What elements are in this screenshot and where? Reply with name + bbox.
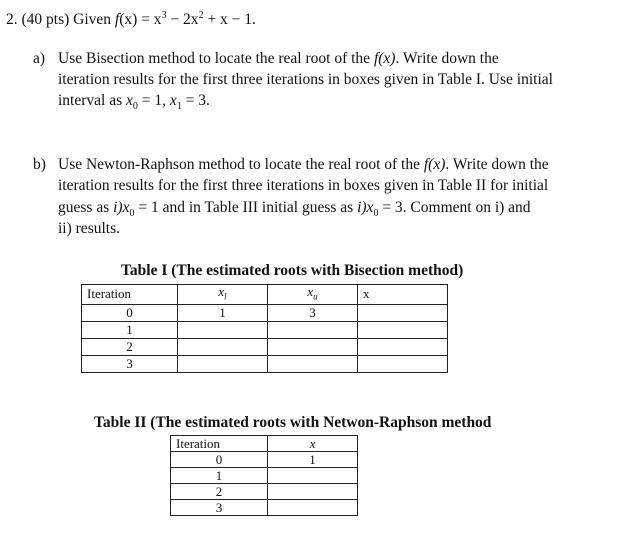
part-a-line-3 bbox=[58, 91, 210, 117]
table-row bbox=[82, 321, 448, 338]
guess-i-subscript: 0 bbox=[129, 208, 135, 220]
part-b-text-1: Use Newton-Raphson method to locate the real root of the bbox=[58, 156, 424, 173]
table-row bbox=[82, 338, 448, 355]
table-1-cell-x[interactable] bbox=[358, 338, 448, 355]
table-1 bbox=[81, 284, 448, 373]
question-header bbox=[6, 6, 256, 30]
x1-symbol: x bbox=[169, 92, 177, 109]
table-2-cell-iter: 2 bbox=[171, 484, 268, 500]
table-1-header-xu bbox=[268, 285, 358, 305]
x0-value: = 1, bbox=[137, 92, 170, 109]
table-2-cell-x[interactable] bbox=[268, 468, 358, 484]
part-b-text-1-end: . Write down the bbox=[445, 156, 549, 173]
question-number: 2. bbox=[6, 11, 18, 29]
part-a-label: a) bbox=[33, 50, 46, 67]
table-2-header-iteration: Iteration bbox=[171, 436, 268, 452]
part-a-text-3: interval as bbox=[58, 92, 127, 109]
table-row bbox=[171, 500, 358, 516]
part-b-text-3-end: = 3. Comment on i) and bbox=[378, 199, 531, 216]
question-lead: (40 pts) Given bbox=[21, 11, 115, 29]
table-row bbox=[82, 355, 448, 372]
part-b-line-1 bbox=[58, 155, 549, 175]
x0-symbol: x bbox=[126, 92, 133, 109]
part-b-label: b) bbox=[33, 156, 46, 173]
exponent-3: 3 bbox=[161, 10, 167, 21]
table-1-cell-x[interactable] bbox=[358, 304, 448, 321]
x0-subscript: 0 bbox=[132, 101, 138, 113]
table-2-cell-x[interactable] bbox=[268, 500, 358, 516]
xu-subscript: u bbox=[313, 291, 318, 302]
table-1-cell-xu[interactable] bbox=[268, 321, 358, 338]
guess-i-symbol: i)x bbox=[113, 199, 130, 216]
part-a-text-1-end: . Write down the bbox=[395, 50, 499, 67]
function-arg: (x) bbox=[119, 11, 138, 29]
table-1-header-iteration: Iteration bbox=[82, 285, 178, 305]
table-1-caption: Table I (The estimated roots with Bisection method) bbox=[121, 262, 464, 279]
table-1-cell-xl[interactable] bbox=[178, 321, 268, 338]
table-2-caption: Table II (The estimated roots with Netwon-Raphson method bbox=[94, 414, 492, 431]
table-row bbox=[171, 452, 358, 468]
table-1-cell-xu[interactable]: 3 bbox=[268, 304, 358, 321]
table-1-cell-x[interactable] bbox=[358, 321, 448, 338]
part-b-func: f(x) bbox=[423, 156, 446, 173]
part-a-text-1: Use Bisection method to locate the real root of the bbox=[58, 50, 374, 67]
table-2-header-row bbox=[171, 436, 358, 452]
table-1-cell-xu[interactable] bbox=[268, 338, 358, 355]
function-tail: + x − 1. bbox=[203, 11, 256, 29]
table-1-cell-xl[interactable]: 1 bbox=[178, 304, 268, 321]
table-1-cell-x[interactable] bbox=[358, 355, 448, 372]
guess-ii-symbol: i)x bbox=[357, 199, 374, 216]
part-b-line-3 bbox=[58, 198, 531, 224]
x1-value: = 3. bbox=[181, 92, 210, 109]
xl-subscript: l bbox=[224, 291, 227, 302]
table-2 bbox=[170, 435, 358, 516]
function-expr: = x bbox=[137, 11, 162, 29]
x1-subscript: 1 bbox=[176, 101, 182, 113]
table-row bbox=[171, 468, 358, 484]
xu-symbol: x bbox=[307, 284, 314, 299]
part-b-text-3: guess as bbox=[58, 199, 114, 216]
table-1-cell-xl[interactable] bbox=[178, 338, 268, 355]
part-b-text-3-mid: = 1 and in Table III initial guess as bbox=[134, 199, 358, 216]
table-1-cell-iter: 3 bbox=[82, 355, 178, 372]
table-1-cell-iter: 1 bbox=[82, 321, 178, 338]
table-row bbox=[82, 304, 448, 321]
part-b-line-2: iteration results for the first three iterations in boxes given in Table II for initial bbox=[58, 177, 549, 194]
table-2-cell-iter: 1 bbox=[171, 468, 268, 484]
part-a-line-2: iteration results for the first three iterations in boxes given in Table I. Use initial bbox=[58, 71, 553, 88]
part-a-line-1 bbox=[58, 49, 499, 69]
table-1-cell-iter: 0 bbox=[82, 304, 178, 321]
table-1-cell-iter: 2 bbox=[82, 338, 178, 355]
function-name: f bbox=[114, 11, 120, 29]
table-2-cell-iter: 3 bbox=[171, 500, 268, 516]
table-2-cell-iter: 0 bbox=[171, 452, 268, 468]
table-2-cell-x[interactable] bbox=[268, 484, 358, 500]
part-b-line-4: ii) results. bbox=[58, 220, 120, 237]
table-1-header-x: x bbox=[358, 285, 448, 305]
table-1-header-xl bbox=[178, 285, 268, 305]
table-row bbox=[171, 484, 358, 500]
table-1-cell-xl[interactable] bbox=[178, 355, 268, 372]
table-1-cell-xu[interactable] bbox=[268, 355, 358, 372]
function-mid: − 2x bbox=[166, 11, 199, 29]
exponent-2: 2 bbox=[198, 10, 204, 21]
table-2-cell-x[interactable]: 1 bbox=[268, 452, 358, 468]
table-2-header-x: x bbox=[268, 436, 358, 452]
part-a-func: f(x) bbox=[373, 50, 396, 67]
table-1-header-row bbox=[82, 285, 448, 305]
xl-symbol: x bbox=[218, 284, 225, 299]
guess-ii-subscript: 0 bbox=[373, 208, 379, 220]
